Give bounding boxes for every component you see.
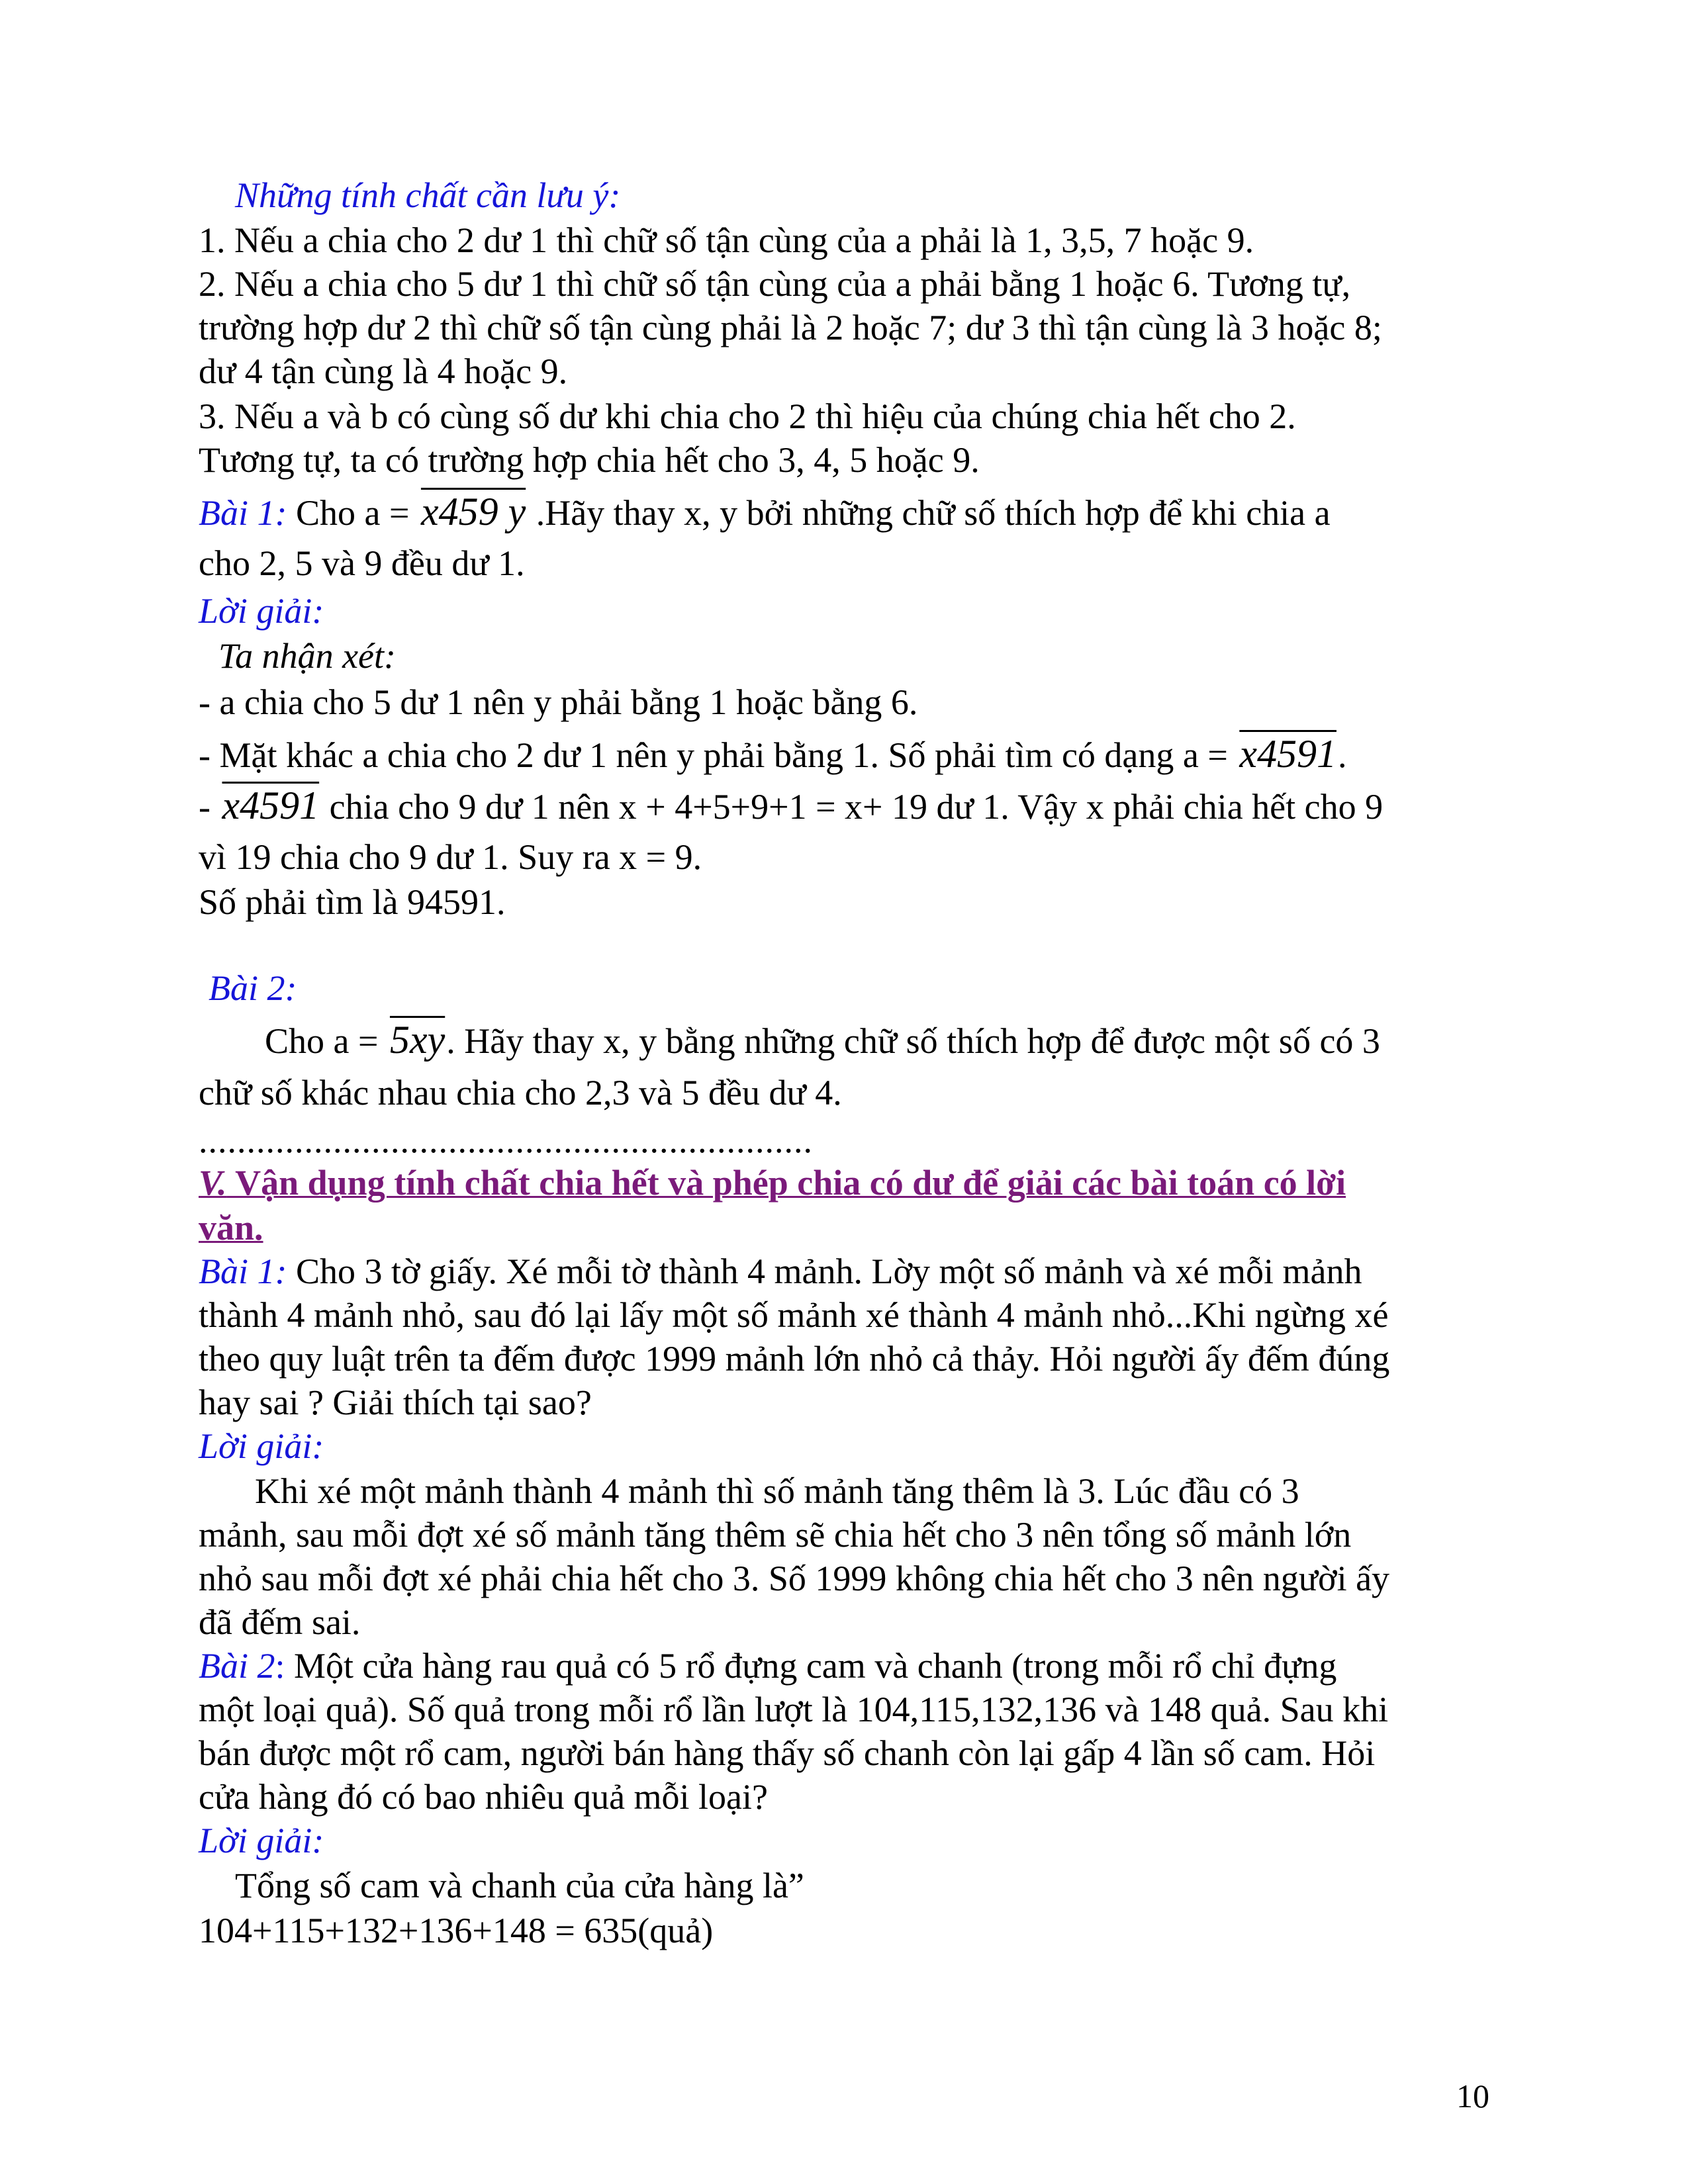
note-2-line-2: trường hợp dư 2 thì chữ số tận cùng phải là 2 hoặc 7; dư 3 thì tận cùng là 3 hoặc 8; xyxy=(199,308,1382,347)
note-2-line-3: dư 4 tận cùng là 4 hoặc 9. xyxy=(199,351,568,391)
note-3-line-2: Tương tự, ta có trường hợp chia hết cho 3, 4, 5 hoặc 9. xyxy=(199,440,980,480)
notes-title: Những tính chất cần lưu ý: xyxy=(235,175,621,215)
v-bai2-solution-line-2: 104+115+132+136+148 = 635(quả) xyxy=(199,1911,714,1950)
bai1-solution-step-1: - a chia cho 5 dư 1 nên y phải bằng 1 hoặc bằng 6. xyxy=(199,682,918,722)
v-bai1-label: Bài 1: xyxy=(199,1251,287,1291)
bai1-label: Bài 1: xyxy=(199,493,287,533)
bai1-s2-pre: - Mặt khác a chia cho 2 dư 1 nên y phải bằng 1. Số phải tìm có dạng a = xyxy=(199,735,1237,775)
section-v-number: V. xyxy=(199,1163,227,1203)
bai1-solution-label: Lời giải: xyxy=(199,591,324,631)
bai2-label: Bài 2: xyxy=(209,968,297,1008)
bai1-number-overline: x459 y xyxy=(420,490,526,533)
v-bai1-line-3: theo quy luật trên ta đếm được 1999 mảnh lớn nhỏ cả thảy. Hỏi người ấy đếm đúng xyxy=(199,1339,1390,1379)
v-bai2-colon: : xyxy=(275,1646,285,1686)
bai1-solution-intro: Ta nhận xét: xyxy=(218,636,396,676)
v-bai2-line-1 xyxy=(199,1644,1336,1688)
bai2-number-overline: 5xy xyxy=(389,1018,445,1062)
v-bai1-text-1: Cho 3 tờ giấy. Xé mỗi tờ thành 4 mảnh. Lờy một số mảnh và xé mỗi mảnh xyxy=(287,1251,1362,1291)
bai1-s3-number: x4591 xyxy=(222,784,320,827)
v-bai1-solution-label: Lời giải: xyxy=(199,1426,324,1466)
bai1-statement-line-2: cho 2, 5 và 9 đều dư 1. xyxy=(199,543,525,583)
note-3-line-1: 3. Nếu a và b có cùng số dư khi chia cho 2 thì hiệu của chúng chia hết cho 2. xyxy=(199,396,1296,436)
bai1-solution-step-4: vì 19 chia cho 9 dư 1. Suy ra x = 9. xyxy=(199,837,702,877)
bai1-s2-number: x4591 xyxy=(1239,732,1336,776)
v-bai2-solution-line-1: Tổng số cam và chanh của cửa hàng là” xyxy=(235,1866,804,1905)
page-number: 10 xyxy=(1456,2077,1489,2115)
v-bai2-line-2: một loại quả). Số quả trong mỗi rổ lần lượt là 104,115,132,136 và 148 quả. Sau khi xyxy=(199,1690,1389,1729)
v-bai2-solution-label: Lời giải: xyxy=(199,1821,324,1860)
bai2-post: . Hãy thay x, y bằng những chữ số thích hợp để được một số có 3 xyxy=(446,1021,1380,1061)
section-v-heading-line-1 xyxy=(199,1161,1346,1205)
bai1-statement-line-1 xyxy=(199,490,1331,535)
section-v-heading-line-2 xyxy=(199,1206,263,1250)
dotted-separator: ................................................................ xyxy=(199,1120,813,1160)
bai1-post: .Hãy thay x, y bởi những chữ số thích hợp để khi chia a xyxy=(527,493,1331,533)
v-bai1-solution-line-1: Khi xé một mảnh thành 4 mảnh thì số mảnh tăng thêm là 3. Lúc đầu có 3 xyxy=(255,1471,1299,1511)
bai1-s3-pre: - xyxy=(199,787,220,827)
v-bai1-line-2: thành 4 mảnh nhỏ, sau đó lại lấy một số mảnh xé thành 4 mảnh nhỏ...Khi ngừng xé xyxy=(199,1295,1389,1335)
v-bai2-text-1: Một cửa hàng rau quả có 5 rổ đựng cam và chanh (trong mỗi rổ chỉ đựng xyxy=(285,1646,1337,1686)
v-bai1-solution-line-4: đã đếm sai. xyxy=(199,1602,361,1642)
bai1-s3-post: chia cho 9 dư 1 nên x + 4+5+9+1 = x+ 19 dư 1. Vậy x phải chia hết cho 9 xyxy=(320,787,1383,827)
v-bai1-solution-line-2: mảnh, sau mỗi đợt xé số mảnh tăng thêm sẽ chia hết cho 3 nên tổng số mảnh lớn xyxy=(199,1515,1352,1555)
bai1-pre: Cho a = xyxy=(287,493,418,533)
v-bai1-line-4: hay sai ? Giải thích tại sao? xyxy=(199,1383,592,1422)
v-bai1-line-1 xyxy=(199,1250,1362,1293)
v-bai2-line-4: cửa hàng đó có bao nhiêu quả mỗi loại? xyxy=(199,1777,768,1817)
note-1: 1. Nếu a chia cho 2 dư 1 thì chữ số tận cùng của a phải là 1, 3,5, 7 hoặc 9. xyxy=(199,220,1254,260)
bai2-statement-line-2: chữ số khác nhau chia cho 2,3 và 5 đều dư 4. xyxy=(199,1073,842,1113)
section-v-title: Vận dụng tính chất chia hết và phép chia có dư để giải các bài toán có lời xyxy=(226,1163,1346,1203)
bai2-pre: Cho a = xyxy=(265,1021,387,1061)
v-bai1-solution-line-3: nhỏ sau mỗi đợt xé phải chia hết cho 3. Số 1999 không chia hết cho 3 nên người ấy xyxy=(199,1559,1390,1598)
bai1-answer: Số phải tìm là 94591. xyxy=(199,882,506,922)
bai1-solution-step-3 xyxy=(199,784,1383,829)
v-bai2-line-3: bán được một rổ cam, người bán hàng thấy số chanh còn lại gấp 4 lần số cam. Hỏi xyxy=(199,1733,1376,1773)
bai1-s2-post: . xyxy=(1337,735,1347,775)
v-bai2-label: Bài 2 xyxy=(199,1646,275,1686)
bai1-solution-step-2 xyxy=(199,732,1346,777)
section-v-title-cont: văn. xyxy=(199,1208,263,1248)
note-2-line-1: 2. Nếu a chia cho 5 dư 1 thì chữ số tận cùng của a phải bằng 1 hoặc 6. Tương tự, xyxy=(199,264,1351,304)
bai2-statement-line-1 xyxy=(265,1018,1380,1063)
